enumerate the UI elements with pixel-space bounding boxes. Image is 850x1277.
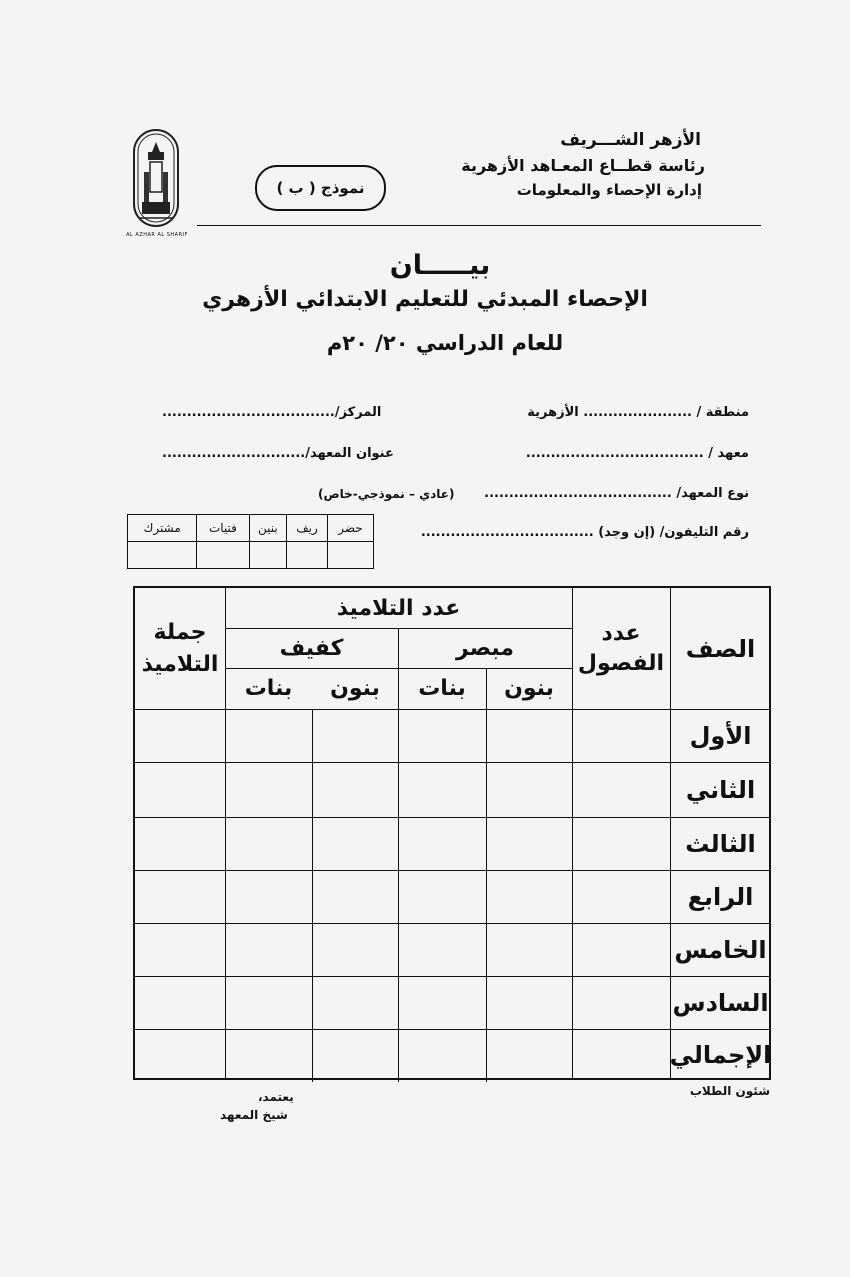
institute-type-table	[127, 514, 374, 569]
type-urban-value[interactable]	[327, 542, 373, 569]
title-academic-year: للعام الدراسي ٢٠/ ٢٠م	[326, 331, 564, 355]
header-students-count: عدد التلاميذ	[336, 595, 461, 621]
header-classes-count: عدد الفصول	[577, 620, 665, 676]
institute-field[interactable]: معهد / ....................................	[525, 446, 749, 461]
header-divider	[197, 225, 761, 226]
header-total-students: جملة التلاميذ	[141, 619, 219, 677]
header-blind-boys: بنون	[330, 676, 380, 701]
title-bayan: بيـــــان	[389, 250, 491, 281]
row-fifth: الخامس	[674, 935, 767, 964]
seal-caption: AL AZHAR AL SHARIF	[126, 232, 188, 238]
row-sixth: السادس	[672, 988, 769, 1017]
type-boys: بنين	[249, 515, 286, 542]
approved-label: يعتمد،	[258, 1090, 294, 1104]
type-boys-value[interactable]	[249, 542, 286, 569]
header-blind-girls: بنات	[244, 676, 293, 701]
row-second: الثاني	[685, 775, 756, 804]
region-field[interactable]: منطقة / ...................... الأزهرية	[527, 405, 749, 420]
header-sighted: مبصر	[456, 635, 514, 661]
row-total: الإجمالي	[669, 1040, 772, 1069]
row-third: الثالث	[685, 829, 756, 858]
grid-vline	[312, 709, 313, 1082]
title-statistics: الإحصاء المبدئي للتعليم الابتدائي الأزهري	[202, 287, 648, 312]
type-rural: ريف	[287, 515, 328, 542]
types-value-row	[128, 542, 374, 569]
organization-header	[461, 128, 705, 203]
header-blind: كفيف	[279, 635, 344, 661]
org-line-2: رئاسة قطــاع المعـاهد الأزهرية	[461, 156, 705, 175]
statistics-grid	[133, 586, 771, 1080]
type-rural-value[interactable]	[287, 542, 328, 569]
student-affairs-label: شئون الطلاب	[689, 1084, 770, 1098]
institute-type-field[interactable]: نوع المعهد/ ......................................	[484, 486, 749, 501]
org-line-1: الأزهر الشـــريف	[560, 130, 701, 150]
sheikh-label: شيخ المعهد	[220, 1108, 288, 1122]
type-girls: فتيات	[197, 515, 249, 542]
type-mixed-value[interactable]	[128, 542, 197, 569]
center-field[interactable]: المركز/...................................	[162, 405, 382, 420]
model-label: نموذج ( ب )	[276, 179, 365, 197]
address-field[interactable]: عنوان المعهد/.............................	[162, 446, 394, 461]
model-label-box	[255, 165, 386, 211]
header-grade: الصف	[685, 634, 756, 663]
institute-type-hint: (عادي – نموذجي-خاص)	[318, 487, 455, 501]
al-azhar-seal-icon	[126, 122, 186, 240]
type-urban: حضر	[327, 515, 373, 542]
phone-field[interactable]: رقم التليفون/ (إن وجد) ...................................	[420, 525, 749, 540]
types-header-row	[128, 515, 374, 542]
header-sighted-boys: بنون	[504, 676, 554, 701]
row-fourth: الرابع	[687, 882, 754, 911]
row-first: الأول	[689, 721, 752, 750]
type-mixed: مشترك	[128, 515, 197, 542]
header-sighted-girls: بنات	[418, 676, 466, 701]
type-girls-value[interactable]	[197, 542, 249, 569]
grid-vline	[486, 668, 487, 1082]
org-line-3: إدارة الإحصاء والمعلومات	[516, 181, 702, 199]
